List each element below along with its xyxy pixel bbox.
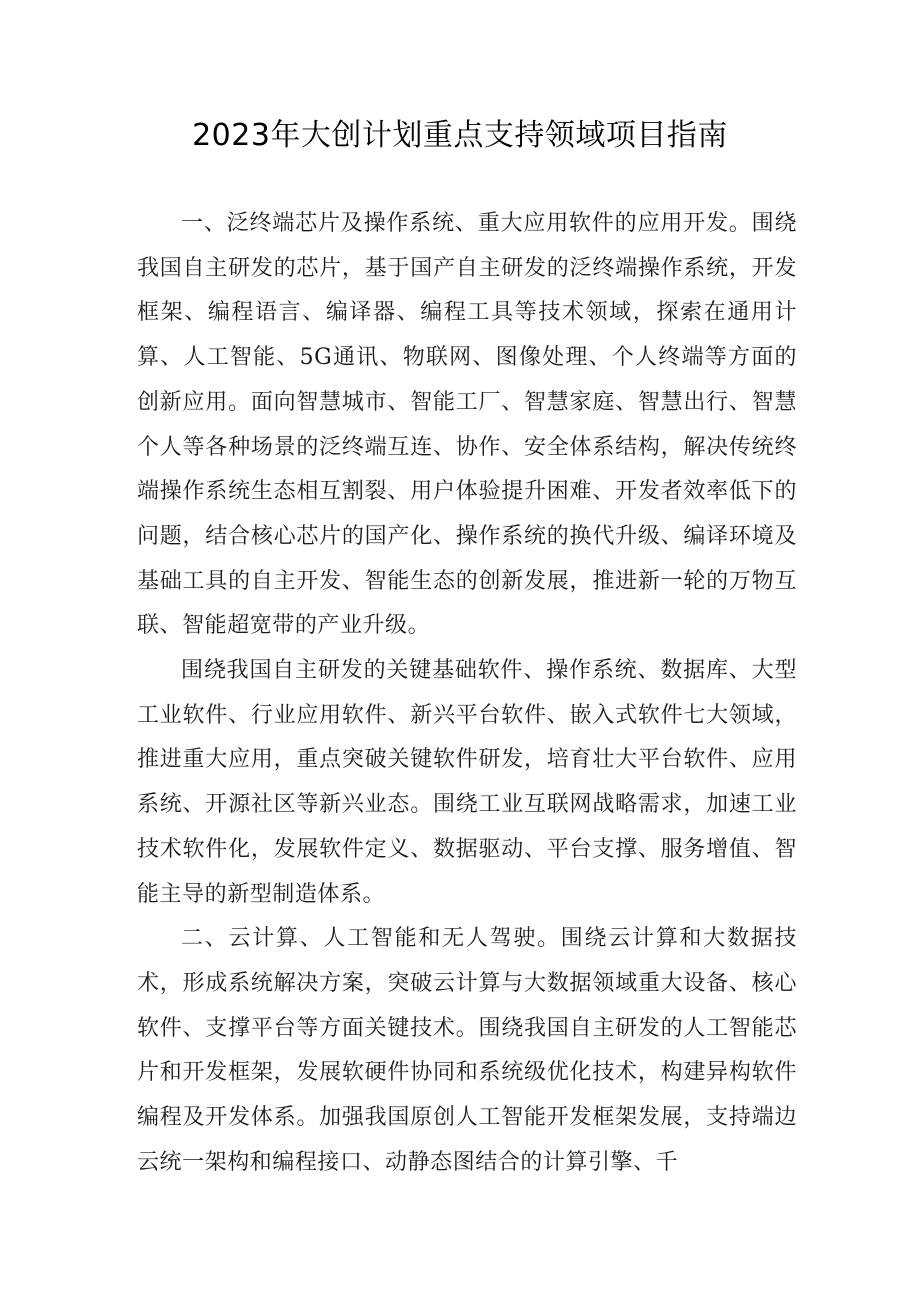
- paragraph-3: 二、云计算、人工智能和无人驾驶。围绕云计算和大数据技术，形成系统解决方案，突破云计算与大数据领域重大设备、核心软件、支撑平台等方面关键技术。围绕我国自主研发的人工智能芯片和开发框架，发展软硬件协同和系统级优化技术，构建异构软件编程及开发体系。加强我国原创人工智能开发框架发展，支持端边云统一架构和编程接口、动静态图结合的计算引擎、千: [137, 926, 797, 1175]
- paragraph-2: 围绕我国自主研发的关键基础软件、操作系统、数据库、大型工业软件、行业应用软件、新兴平台软件、嵌入式软件七大领域，推进重大应用，重点突破关键软件研发，培育壮大平台软件、应用系统、开源社区等新兴业态。围绕工业互联网战略需求，加速工业技术软件化，发展软件定义、数据驱动、平台支撑、服务增值、智能主导的新型制造体系。: [137, 658, 797, 907]
- paragraph-1: 一、泛终端芯片及操作系统、重大应用软件的应用开发。围绕我国自主研发的芯片，基于国产自主研发的泛终端操作系统，开发框架、编程语言、编译器、编程工具等技术领域，探索在通用计算、人工智能、5G通讯、物联网、图像处理、个人终端等方面的创新应用。面向智慧城市、智能工厂、智慧家庭、智慧出行、智慧个人等各种场景的泛终端互连、协作、安全体系结构，解决传统终端操作系统生态相互割裂、用户体验提升困难、开发者效率低下的问题，结合核心芯片的国产化、操作系统的换代升级、编译环境及基础工具的自主开发、智能生态的创新发展，推进新一轮的万物互联、智能超宽带的产业升级。: [137, 211, 797, 639]
- document-body: [137, 202, 797, 1185]
- document-title: 2023年大创计划重点支持领域项目指南: [192, 118, 728, 153]
